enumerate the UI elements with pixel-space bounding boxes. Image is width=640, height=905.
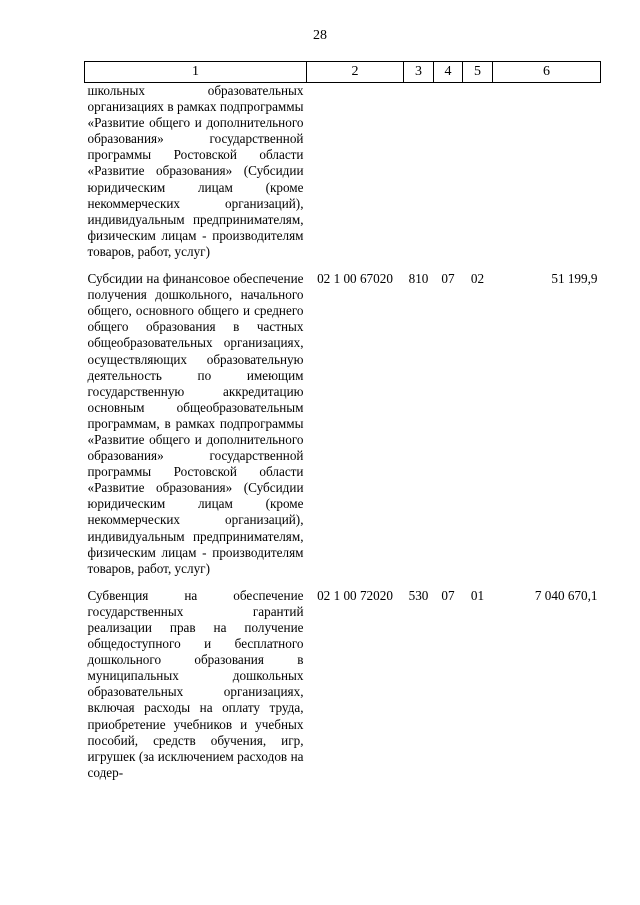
row-target-code: 02 1 00 67020 [317,271,393,287]
table-row [85,83,601,272]
row-subsection: 02 [470,271,485,287]
row-section: 07 [441,271,455,287]
table-row [85,271,601,588]
column-header-6: 6 [493,62,601,83]
page-number: 28 [313,28,327,43]
row-subsection: 01 [470,587,485,603]
row-description: Субсидии на финансовое обеспечение получения дошкольного, начального общего, основного общего и среднего общего образования в частных общеобразовательных организациях, осуществляющих образовательную деятельность по имеющим государственную аккредитацию основным общеобразовательным программам, в рамках подпрограммы «Развитие общего и дополнительного образования» государственной программы Ростовской области «Развитие образования» (Субсидии юридическим лицам (кроме некоммерческих организаций), индивидуальным предпринимателям, физическим лицам - производителям товаров, работ, услуг) [87,271,304,576]
row-section [434,83,463,272]
row-amount: 7 040 670,1 [534,587,598,603]
row-expense-type: 530 [408,587,429,603]
budget-table [84,61,601,781]
row-target-code: 02 1 00 72020 [317,587,393,603]
row-expense-type [404,83,434,272]
row-expense-type: 810 [408,271,429,287]
header-row [85,62,601,83]
column-header-5: 5 [463,62,493,83]
column-header-4: 4 [434,62,463,83]
row-target-code [307,83,404,272]
row-amount [493,83,601,272]
row-description: Субвенция на обеспечение государственных гарантий реализации прав на получение общедоступного и бесплатного дошкольного образования в муниципальных дошкольных образовательных организациях, включая расходы на оплату труда, приобретение учебников и учебных пособий, средств обучения, игр, игрушек (за исключением расходов на содер- [87,587,304,780]
table-row [85,588,601,781]
column-header-3: 3 [404,62,434,83]
row-section: 07 [441,587,455,603]
column-header-1: 1 [85,62,307,83]
column-header-2: 2 [307,62,404,83]
row-amount: 51 199,9 [551,271,598,287]
row-subsection [463,83,493,272]
row-description: школьных образовательных организациях в рамках подпрограммы «Развитие общего и дополнительного образования» государственной программы Ростовской области «Развитие образования» (Субсидии юридическим лицам (кроме некоммерческих организаций), индивидуальным предпринимателям, физическим лицам - производителям товаров, работ, услуг) [87,83,304,259]
